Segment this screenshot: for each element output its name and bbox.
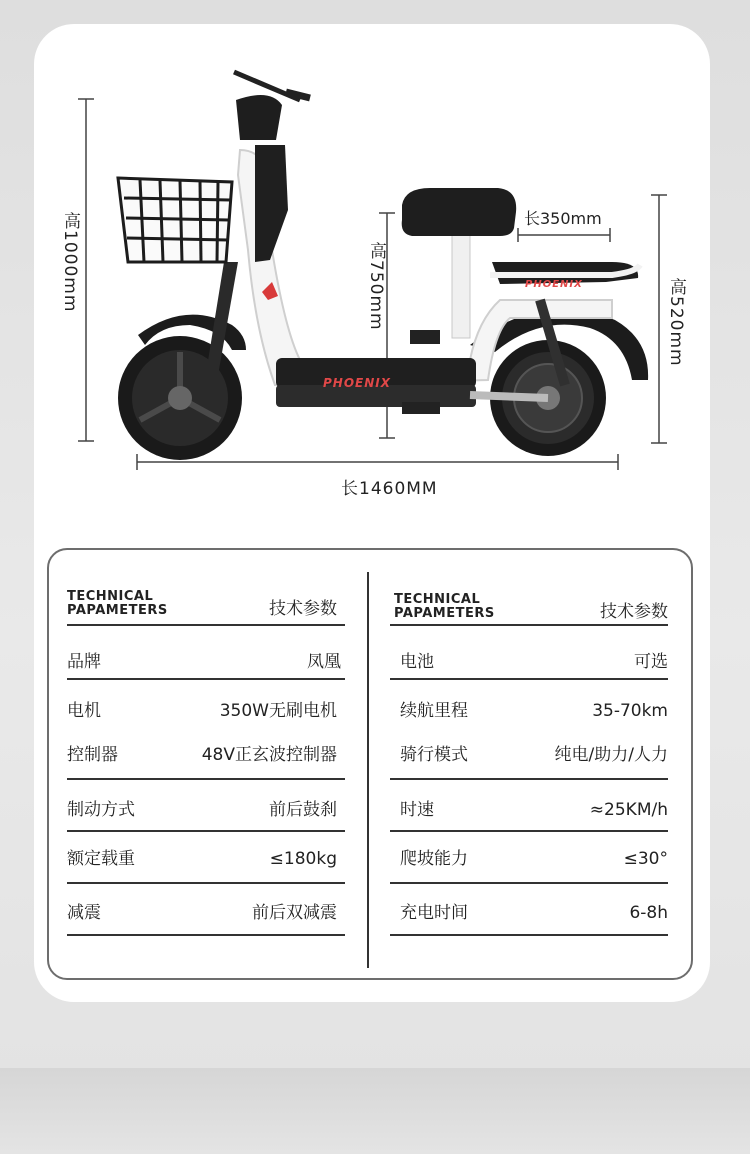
row-line [390,934,668,936]
row-line [67,678,345,680]
overall-length-label: 长1460MM [341,479,438,499]
spec-row [67,648,345,672]
spec-value: 35-70km [592,701,668,721]
seat-length-label: 长350mm [524,209,602,228]
spec-value: 前后双减震 [252,903,337,923]
spec-value: 48V正玄波控制器 [201,745,337,765]
spec-value: ≈25KM/h [589,800,668,820]
spec-row [390,796,668,820]
spec-label: 电机 [67,701,101,721]
spec-row [67,899,345,923]
row-line [67,882,345,884]
spec-label: 电池 [400,652,434,672]
row-line [390,882,668,884]
right-header-en-1: TECHNICAL [394,592,481,607]
spec-row [390,648,668,672]
spec-row [67,796,345,820]
spec-row [390,899,668,923]
spec-label: 时速 [400,800,434,820]
right-header-zh: 技术参数 [600,602,668,622]
rear-brand-logo: PHOENIX [525,279,583,290]
left-header-zh: 技术参数 [269,599,337,619]
left-header-en-1: TECHNICAL [67,589,154,604]
spec-value: ≤30° [623,849,668,869]
spec-value: 凤凰 [307,652,341,672]
row-line [67,778,345,780]
spec-row [390,845,668,869]
spec-label: 制动方式 [67,800,135,820]
spec-label: 减震 [67,903,101,923]
spec-row [67,845,345,869]
deck-brand-logo: PHOENIX [323,376,391,390]
spec-label: 控制器 [67,745,118,765]
left-header-en-2: PAPAMETERS [67,603,168,618]
row-line [390,830,668,832]
spec-label: 额定载重 [67,849,135,869]
seat-height-label: 高750mm [366,242,386,331]
bottom-band [0,1068,750,1154]
spec-value: 纯电/助力/人力 [554,745,668,765]
spec-row [67,741,345,765]
left-header-line [67,624,345,626]
spec-value: 前后鼓刹 [269,800,337,820]
spec-label: 骑行模式 [400,745,468,765]
total-height-label: 高1000mm [60,212,80,313]
spec-value: 可选 [634,652,668,672]
right-header-line [390,624,668,626]
spec-value: ≤180kg [269,849,337,869]
rear-height-label: 高520mm [666,278,686,367]
row-line [67,934,345,936]
spec-value: 6-8h [629,903,668,923]
spec-label: 充电时间 [400,903,468,923]
spec-label: 爬坡能力 [400,849,468,869]
row-line [390,678,668,680]
spec-value: 350W无刷电机 [219,701,337,721]
spec-label: 品牌 [67,652,101,672]
spec-row [390,697,668,721]
right-header-en-2: PAPAMETERS [394,606,495,621]
spec-row [67,697,345,721]
spec-label: 续航里程 [400,701,468,721]
spec-column-divider [367,572,369,968]
row-line [67,830,345,832]
row-line [390,778,668,780]
spec-row [390,741,668,765]
